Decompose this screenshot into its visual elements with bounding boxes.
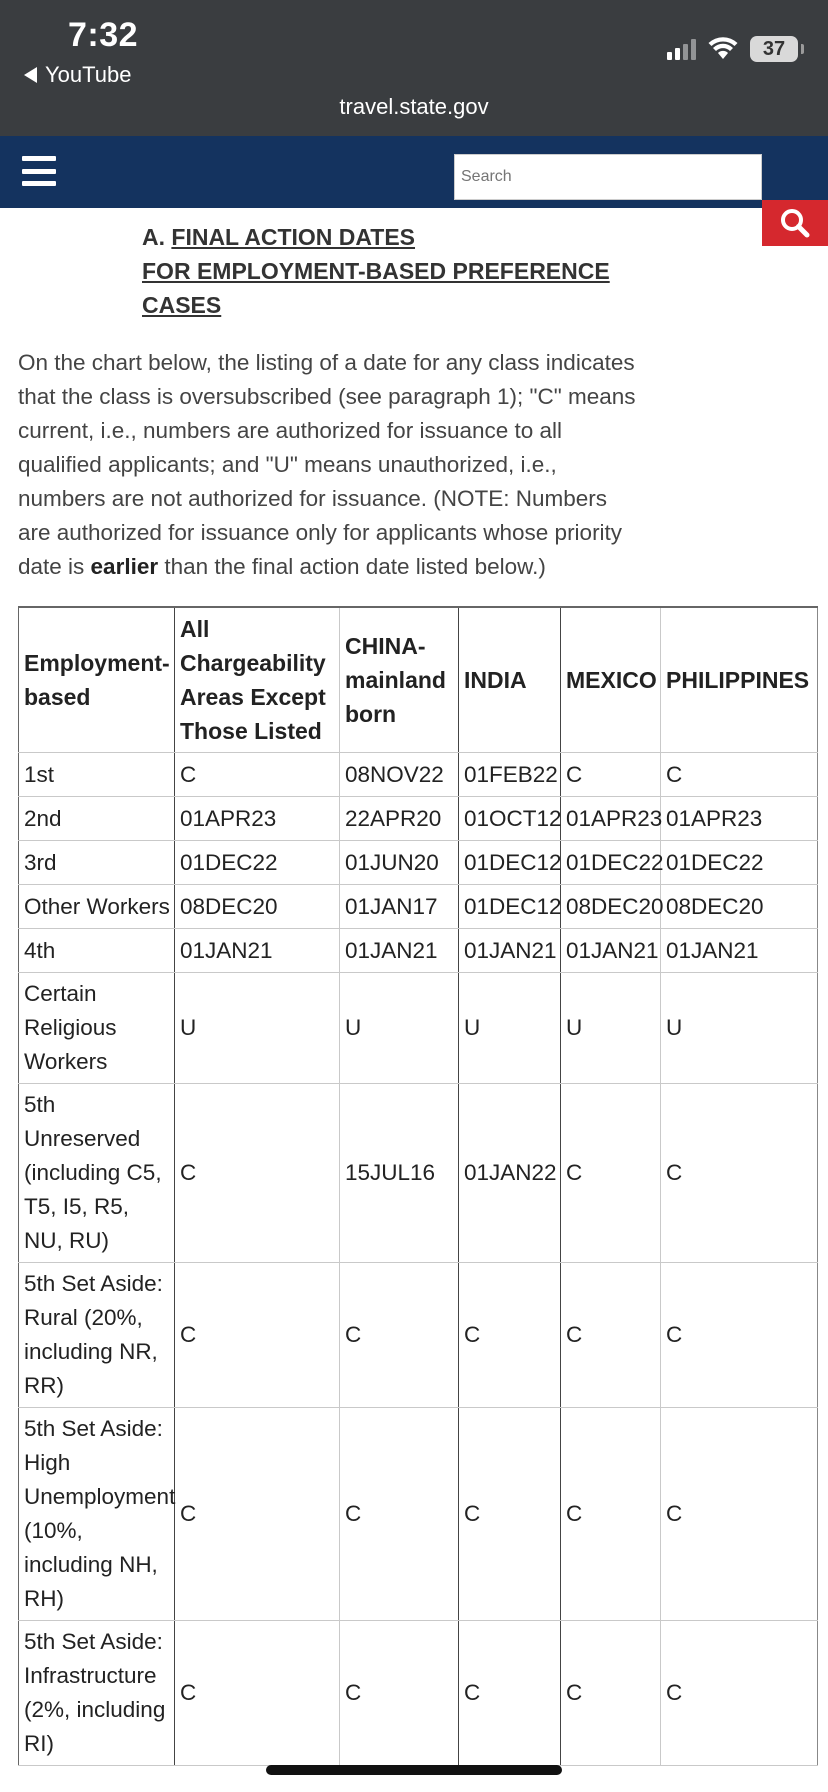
- wifi-icon: [708, 37, 738, 61]
- table-row: [19, 929, 818, 973]
- table-cell: Other Workers: [19, 885, 175, 929]
- table-cell: 01APR23: [561, 797, 661, 841]
- cellular-signal-icon: [667, 38, 696, 60]
- table-cell: C: [459, 1621, 561, 1766]
- intro-text-end: than the final action date listed below.): [158, 554, 546, 579]
- table-cell: 01DEC12: [459, 841, 561, 885]
- table-cell: C: [661, 1408, 818, 1621]
- table-row: [19, 1263, 818, 1408]
- table-cell: 01DEC22: [175, 841, 340, 885]
- table-cell: C: [175, 1084, 340, 1263]
- table-row: [19, 1084, 818, 1263]
- table-cell: U: [561, 973, 661, 1084]
- table-cell: Certain Religious Workers: [19, 973, 175, 1084]
- section-title-line3: CASES: [142, 292, 222, 318]
- table-row: [19, 841, 818, 885]
- table-cell: 01DEC22: [561, 841, 661, 885]
- intro-text: On the chart below, the listing of a date for any class indicates that the class is oversubscribed (see paragraph 1); "C" means current, i.e., numbers are authorized for issuance to all qualified applicants; and "U" means unauthorized, i.e., numbers are not authorized for issuance. (NOTE: Numbers are authorized for issuance only for applicants whose priority date is: [18, 350, 636, 579]
- table-cell: C: [340, 1408, 459, 1621]
- table-cell: 1st: [19, 753, 175, 797]
- site-nav: [0, 136, 828, 208]
- final-action-dates-table: [18, 606, 818, 1766]
- menu-icon[interactable]: [22, 156, 56, 186]
- table-cell: C: [340, 1263, 459, 1408]
- table-cell: C: [175, 1263, 340, 1408]
- header-all-chargeability: All Chargeability Areas Except Those Listed: [175, 607, 340, 753]
- search-button[interactable]: [762, 200, 828, 246]
- table-cell: C: [661, 1263, 818, 1408]
- table-cell: C: [561, 753, 661, 797]
- table-cell: 01JAN22: [459, 1084, 561, 1263]
- table-cell: U: [175, 973, 340, 1084]
- section-letter: A.: [142, 224, 165, 250]
- table-cell: 22APR20: [340, 797, 459, 841]
- table-cell: C: [661, 1621, 818, 1766]
- table-cell: C: [561, 1621, 661, 1766]
- table-cell: U: [340, 973, 459, 1084]
- table-header-row: [19, 607, 818, 753]
- table-row: [19, 885, 818, 929]
- table-cell: 01DEC12: [459, 885, 561, 929]
- status-icons: [667, 36, 798, 62]
- search-icon: [779, 207, 811, 239]
- back-app-label: YouTube: [45, 62, 132, 87]
- table-cell: 5th Set Aside: Infrastructure (2%, including RI): [19, 1621, 175, 1766]
- table-cell: C: [459, 1263, 561, 1408]
- section-title-line1: FINAL ACTION DATES: [171, 224, 416, 250]
- table-cell: 01FEB22: [459, 753, 561, 797]
- table-cell: 01JAN21: [459, 929, 561, 973]
- table-cell: 01JAN21: [561, 929, 661, 973]
- table-cell: 01DEC22: [661, 841, 818, 885]
- table-cell: 5th Set Aside: Rural (20%, including NR, RR): [19, 1263, 175, 1408]
- table-cell: 2nd: [19, 797, 175, 841]
- table-cell: 01JAN21: [340, 929, 459, 973]
- table-cell: 5th Set Aside: High Unemployment (10%, including NH, RH): [19, 1408, 175, 1621]
- table-cell: C: [561, 1408, 661, 1621]
- home-indicator[interactable]: [266, 1765, 562, 1775]
- table-cell: U: [459, 973, 561, 1084]
- table-cell: C: [459, 1408, 561, 1621]
- table-cell: C: [561, 1263, 661, 1408]
- status-bar: [0, 0, 828, 136]
- table-row: [19, 1408, 818, 1621]
- table-cell: C: [175, 1408, 340, 1621]
- table-cell: 08DEC20: [661, 885, 818, 929]
- header-india: INDIA: [459, 607, 561, 753]
- table-cell: 01APR23: [661, 797, 818, 841]
- table-cell: 01JAN17: [340, 885, 459, 929]
- table-cell: C: [175, 753, 340, 797]
- table-cell: C: [175, 1621, 340, 1766]
- table-row: [19, 797, 818, 841]
- battery-icon: 37: [750, 36, 798, 62]
- table-cell: 08DEC20: [175, 885, 340, 929]
- clock: 7:32: [68, 16, 139, 54]
- table-cell: 01JAN21: [661, 929, 818, 973]
- table-cell: 4th: [19, 929, 175, 973]
- table-cell: C: [561, 1084, 661, 1263]
- table-cell: C: [661, 753, 818, 797]
- table-cell: U: [661, 973, 818, 1084]
- table-cell: 15JUL16: [340, 1084, 459, 1263]
- back-arrow-icon: [24, 67, 37, 83]
- search-input[interactable]: [454, 154, 762, 200]
- section-title-line2: FOR EMPLOYMENT-BASED PREFERENCE: [142, 258, 610, 284]
- table-cell: C: [340, 1621, 459, 1766]
- table-cell: 08DEC20: [561, 885, 661, 929]
- table-row: [19, 973, 818, 1084]
- intro-bold: earlier: [90, 554, 159, 579]
- header-mexico: MEXICO: [561, 607, 661, 753]
- table-row: [19, 1621, 818, 1766]
- table-cell: 01JAN21: [175, 929, 340, 973]
- section-heading: [142, 220, 612, 322]
- intro-paragraph: [18, 346, 638, 584]
- table-cell: 01APR23: [175, 797, 340, 841]
- table-cell: 3rd: [19, 841, 175, 885]
- table-cell: C: [661, 1084, 818, 1263]
- header-china: CHINA-mainland born: [340, 607, 459, 753]
- header-employment-based: Employment-based: [19, 607, 175, 753]
- back-to-app-button[interactable]: [24, 62, 131, 88]
- table-cell: 08NOV22: [340, 753, 459, 797]
- header-philippines: PHILIPPINES: [661, 607, 818, 753]
- address-bar-url[interactable]: travel.state.gov: [339, 94, 489, 119]
- table-row: [19, 753, 818, 797]
- table-cell: 5th Unreserved (including C5, T5, I5, R5, NU, RU): [19, 1084, 175, 1263]
- table-cell: 01JUN20: [340, 841, 459, 885]
- table-cell: 01OCT12: [459, 797, 561, 841]
